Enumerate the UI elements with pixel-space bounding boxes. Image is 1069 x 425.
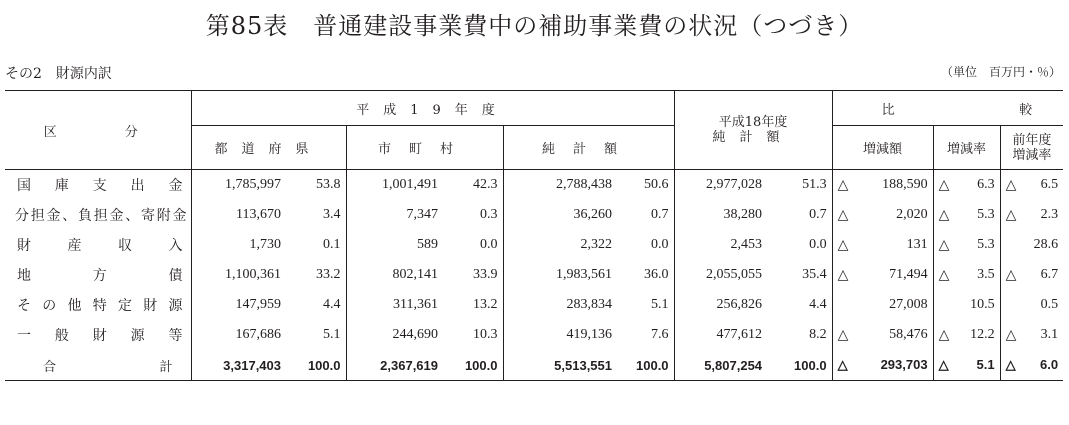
total-row xyxy=(5,350,1063,381)
net-amount: 419,136 xyxy=(503,320,617,350)
diff-cell xyxy=(832,260,933,290)
muni-amount: 7,347 xyxy=(346,200,443,230)
financial-table xyxy=(5,90,1063,381)
prev-cell xyxy=(1000,350,1063,381)
header-h18-line2: 純計額 xyxy=(712,130,794,145)
header-junkei: 純計額 xyxy=(503,126,674,170)
h18-amount: 2,453 xyxy=(674,230,767,260)
muni-amount: 311,361 xyxy=(346,290,443,320)
prev-value: 6.0 xyxy=(1040,357,1059,372)
header-kaku: 較 xyxy=(1019,102,1033,118)
unit-note: （単位 百万円・％） xyxy=(940,65,1061,79)
muni-percent: 0.0 xyxy=(480,237,498,252)
net-percent: 5.1 xyxy=(651,297,669,312)
net-amount: 2,788,438 xyxy=(503,170,617,201)
prev-decrease-mark: △ xyxy=(1005,177,1017,193)
header-h18-line1: 平成18年度 xyxy=(718,115,788,130)
net-percent: 0.7 xyxy=(651,207,669,222)
table-row xyxy=(5,290,1063,320)
diff-decrease-mark: △ xyxy=(837,237,849,253)
prev-cell xyxy=(1000,170,1063,201)
header-h18 xyxy=(674,91,832,170)
diff-decrease-mark: △ xyxy=(837,177,849,193)
row-label: 財産収入 xyxy=(17,238,183,254)
table-row xyxy=(5,200,1063,230)
header-compare xyxy=(832,91,1063,126)
prev-cell xyxy=(1000,260,1063,290)
diff-cell xyxy=(832,230,933,260)
diff-value: 58,476 xyxy=(889,326,928,342)
table-row xyxy=(5,320,1063,350)
muni-percent: 10.3 xyxy=(473,327,498,342)
rate-value: 3.5 xyxy=(977,266,995,282)
prev-value: 28.6 xyxy=(1033,237,1059,252)
net-percent: 100.0 xyxy=(636,357,669,373)
pref-percent: 53.8 xyxy=(316,177,341,192)
rate-cell xyxy=(933,290,1000,320)
table-row xyxy=(5,170,1063,201)
diff-decrease-mark: △ xyxy=(837,267,849,283)
pref-amount: 1,785,997 xyxy=(191,170,286,201)
muni-amount: 244,690 xyxy=(346,320,443,350)
muni-amount: 2,367,619 xyxy=(346,350,443,381)
rate-decrease-mark: △ xyxy=(938,237,950,253)
rate-cell xyxy=(933,350,1000,381)
diff-cell xyxy=(832,200,933,230)
pref-percent: 4.4 xyxy=(323,297,341,312)
header-zougenritsu: 増減率 xyxy=(933,126,1000,170)
net-percent: 0.0 xyxy=(651,237,669,252)
muni-percent: 13.2 xyxy=(473,297,498,312)
prev-cell xyxy=(1000,320,1063,350)
h18-percent: 100.0 xyxy=(794,357,827,373)
row-label: 合計 xyxy=(43,359,173,375)
rate-cell xyxy=(933,320,1000,350)
rate-value: 10.5 xyxy=(970,297,995,312)
prev-decrease-mark: △ xyxy=(1005,267,1017,283)
pref-percent: 5.1 xyxy=(323,327,341,342)
prev-cell xyxy=(1000,200,1063,230)
header-shichoson: 市町村 xyxy=(346,126,503,170)
rate-value: 5.3 xyxy=(977,236,995,252)
table-subtitle: その2 財源内訳 xyxy=(5,66,112,82)
prev-decrease-mark: △ xyxy=(1005,357,1016,372)
rate-cell xyxy=(933,230,1000,260)
rate-cell xyxy=(933,200,1000,230)
net-percent: 7.6 xyxy=(651,327,669,342)
table-row xyxy=(5,230,1063,260)
row-label: 一般財源等 xyxy=(17,328,183,344)
prev-value: 6.7 xyxy=(1040,266,1059,282)
diff-cell xyxy=(832,290,933,320)
pref-amount: 1,100,361 xyxy=(191,260,286,290)
table-row xyxy=(5,260,1063,290)
rate-value: 5.1 xyxy=(976,357,995,372)
diff-value: 2,020 xyxy=(896,206,928,222)
pref-percent: 3.4 xyxy=(323,207,341,222)
muni-percent: 100.0 xyxy=(464,357,498,373)
net-percent: 50.6 xyxy=(644,177,669,192)
row-label: 国庫支出金 xyxy=(17,178,183,194)
pref-amount: 1,730 xyxy=(191,230,286,260)
header-zennendo-line1: 前年度 xyxy=(1012,132,1052,148)
prev-decrease-mark: △ xyxy=(1005,207,1017,223)
h18-percent: 51.3 xyxy=(802,177,827,192)
h18-percent: 0.0 xyxy=(809,237,827,252)
diff-value: 188,590 xyxy=(882,176,928,192)
net-amount: 36,260 xyxy=(503,200,617,230)
diff-decrease-mark: △ xyxy=(837,207,849,223)
rate-decrease-mark: △ xyxy=(938,207,950,223)
prev-value: 0.5 xyxy=(1040,297,1059,312)
muni-percent: 33.9 xyxy=(473,267,498,282)
rate-decrease-mark: △ xyxy=(938,357,949,372)
h18-amount: 256,826 xyxy=(674,290,767,320)
muni-amount: 802,141 xyxy=(346,260,443,290)
muni-percent: 0.3 xyxy=(480,207,498,222)
prev-cell xyxy=(1000,230,1063,260)
row-label: 分担金、負担金、寄附金 xyxy=(15,208,187,224)
net-percent: 36.0 xyxy=(644,267,669,282)
h18-amount: 477,612 xyxy=(674,320,767,350)
diff-decrease-mark: △ xyxy=(837,327,849,343)
diff-value: 71,494 xyxy=(889,266,928,282)
h18-amount: 5,807,254 xyxy=(674,350,767,381)
row-label: その他特定財源 xyxy=(17,298,183,314)
rate-decrease-mark: △ xyxy=(938,327,950,343)
rate-cell xyxy=(933,260,1000,290)
pref-percent: 33.2 xyxy=(316,267,341,282)
prev-value: 6.5 xyxy=(1040,176,1059,192)
diff-value: 131 xyxy=(906,236,928,252)
table-title: 第85表 普通建設事業費中の補助事業費の状況（つづき） xyxy=(205,12,864,40)
prev-decrease-mark: △ xyxy=(1005,327,1017,343)
rate-value: 12.2 xyxy=(970,326,995,342)
header-kubun: 区 分 xyxy=(5,91,191,170)
diff-cell xyxy=(832,320,933,350)
pref-percent: 0.1 xyxy=(323,237,341,252)
prev-cell xyxy=(1000,290,1063,320)
h18-percent: 4.4 xyxy=(809,297,827,312)
row-label: 地方債 xyxy=(17,268,183,284)
net-amount: 283,834 xyxy=(503,290,617,320)
header-zougengaku: 増減額 xyxy=(832,126,933,170)
h18-percent: 8.2 xyxy=(809,327,827,342)
muni-percent: 42.3 xyxy=(473,177,498,192)
h18-percent: 0.7 xyxy=(809,207,827,222)
net-amount: 2,322 xyxy=(503,230,617,260)
diff-cell xyxy=(832,170,933,201)
net-amount: 5,513,551 xyxy=(503,350,617,381)
pref-amount: 113,670 xyxy=(191,200,286,230)
rate-value: 6.3 xyxy=(977,176,995,192)
net-amount: 1,983,561 xyxy=(503,260,617,290)
diff-value: 293,703 xyxy=(880,357,928,372)
h18-percent: 35.4 xyxy=(802,267,827,282)
header-zennendo-line2: 増減率 xyxy=(1012,147,1052,163)
diff-decrease-mark: △ xyxy=(837,357,848,372)
h18-amount: 2,977,028 xyxy=(674,170,767,201)
rate-cell xyxy=(933,170,1000,201)
header-todofuken: 都道府県 xyxy=(191,126,346,170)
diff-cell xyxy=(832,350,933,381)
pref-percent: 100.0 xyxy=(307,357,341,373)
prev-value: 2.3 xyxy=(1040,206,1059,222)
header-zennendo xyxy=(1000,126,1063,170)
header-hi: 比 xyxy=(881,102,895,118)
h18-amount: 38,280 xyxy=(674,200,767,230)
diff-value: 27,008 xyxy=(889,297,928,312)
muni-amount: 589 xyxy=(346,230,443,260)
rate-value: 5.3 xyxy=(977,206,995,222)
header-h19: 平成19年度 xyxy=(191,91,674,126)
h18-amount: 2,055,055 xyxy=(674,260,767,290)
rate-decrease-mark: △ xyxy=(938,177,950,193)
pref-amount: 167,686 xyxy=(191,320,286,350)
pref-amount: 147,959 xyxy=(191,290,286,320)
pref-amount: 3,317,403 xyxy=(191,350,286,381)
muni-amount: 1,001,491 xyxy=(346,170,443,201)
rate-decrease-mark: △ xyxy=(938,267,950,283)
prev-value: 3.1 xyxy=(1040,326,1059,342)
